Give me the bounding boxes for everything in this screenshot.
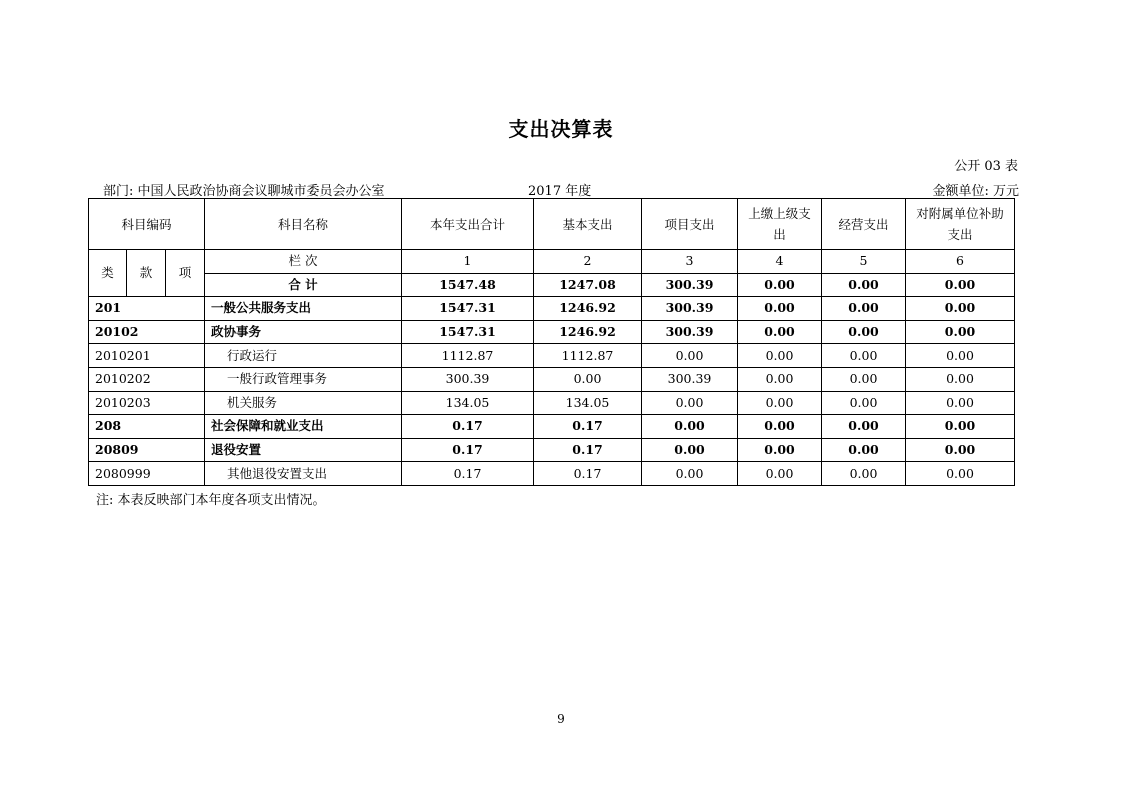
column-index-row (89, 250, 1015, 274)
table-row (89, 391, 1015, 415)
header-upper: 上缴上级支出 (738, 199, 822, 250)
table-row (89, 320, 1015, 344)
amount-cell: 300.39 (642, 297, 738, 321)
header-lei: 类 (89, 250, 127, 297)
amount-cell: 0.00 (822, 367, 906, 391)
subject-code: 20809 (89, 438, 205, 462)
subject-name: 其他退役安置支出 (205, 462, 402, 486)
amount-cell: 0.00 (906, 367, 1015, 391)
column-index-label: 栏 次 (205, 250, 402, 274)
amount-cell: 1547.31 (402, 320, 534, 344)
department-label: 部门: 中国人民政治协商会议聊城市委员会办公室 (103, 184, 385, 199)
header-project: 项目支出 (642, 199, 738, 250)
total-value: 1247.08 (534, 273, 642, 297)
amount-cell: 1547.31 (402, 297, 534, 321)
amount-cell: 0.00 (738, 320, 822, 344)
table-row (89, 344, 1015, 368)
subject-code: 2010203 (89, 391, 205, 415)
amount-cell: 0.00 (738, 462, 822, 486)
total-value: 300.39 (642, 273, 738, 297)
header-total: 本年支出合计 (402, 199, 534, 250)
amount-cell: 0.00 (738, 297, 822, 321)
total-value: 0.00 (738, 273, 822, 297)
subject-name: 退役安置 (205, 438, 402, 462)
amount-cell: 0.00 (642, 462, 738, 486)
amount-cell: 0.00 (642, 415, 738, 439)
page-title: 支出决算表 (508, 117, 614, 141)
amount-cell: 0.00 (822, 462, 906, 486)
column-index-6: 6 (906, 250, 1015, 274)
amount-cell: 0.00 (906, 297, 1015, 321)
amount-cell: 0.00 (822, 344, 906, 368)
header-row (89, 199, 1015, 250)
amount-cell: 0.00 (822, 320, 906, 344)
total-value: 1547.48 (402, 273, 534, 297)
subject-code: 2010202 (89, 367, 205, 391)
amount-cell: 0.00 (906, 415, 1015, 439)
header-kuan: 款 (127, 250, 166, 297)
subject-code: 208 (89, 415, 205, 439)
amount-cell: 0.00 (738, 367, 822, 391)
amount-cell: 0.00 (822, 391, 906, 415)
amount-unit: 金额单位: 万元 (932, 184, 1019, 199)
amount-cell: 0.17 (534, 415, 642, 439)
amount-cell: 0.00 (738, 391, 822, 415)
amount-cell: 0.17 (402, 462, 534, 486)
amount-cell: 1246.92 (534, 297, 642, 321)
table-row (89, 367, 1015, 391)
table-row (89, 438, 1015, 462)
column-index-5: 5 (822, 250, 906, 274)
total-value: 0.00 (822, 273, 906, 297)
amount-cell: 300.39 (642, 320, 738, 344)
amount-cell: 0.00 (738, 415, 822, 439)
subject-code: 2010201 (89, 344, 205, 368)
amount-cell: 0.00 (822, 438, 906, 462)
amount-cell: 0.17 (534, 438, 642, 462)
amount-cell: 0.17 (534, 462, 642, 486)
header-xiang: 项 (166, 250, 205, 297)
subject-name: 行政运行 (205, 344, 402, 368)
amount-cell: 0.00 (534, 367, 642, 391)
subject-name: 一般行政管理事务 (205, 367, 402, 391)
amount-cell: 0.17 (402, 438, 534, 462)
page-number: 9 (557, 712, 565, 726)
header-name: 科目名称 (205, 199, 402, 250)
total-label: 合 计 (205, 273, 402, 297)
amount-cell: 0.00 (738, 438, 822, 462)
header-subsidy: 对附属单位补助支出 (906, 199, 1015, 250)
amount-cell: 0.00 (822, 415, 906, 439)
amount-cell: 0.00 (906, 391, 1015, 415)
table-row (89, 415, 1015, 439)
amount-cell: 1112.87 (534, 344, 642, 368)
table-row (89, 297, 1015, 321)
column-index-2: 2 (534, 250, 642, 274)
amount-cell: 134.05 (534, 391, 642, 415)
form-number: 公开 03 表 (954, 159, 1018, 174)
fiscal-year: 2017 年度 (528, 184, 592, 199)
expenditure-table (88, 198, 1015, 486)
amount-cell: 0.00 (642, 391, 738, 415)
amount-cell: 0.00 (642, 344, 738, 368)
column-index-3: 3 (642, 250, 738, 274)
amount-cell: 0.00 (822, 297, 906, 321)
amount-cell: 300.39 (402, 367, 534, 391)
column-index-1: 1 (402, 250, 534, 274)
amount-cell: 0.00 (906, 438, 1015, 462)
subject-name: 社会保障和就业支出 (205, 415, 402, 439)
amount-cell: 0.00 (738, 344, 822, 368)
amount-cell: 0.00 (906, 320, 1015, 344)
amount-cell: 0.00 (642, 438, 738, 462)
amount-cell: 1112.87 (402, 344, 534, 368)
amount-cell: 0.17 (402, 415, 534, 439)
total-value: 0.00 (906, 273, 1015, 297)
header-basic: 基本支出 (534, 199, 642, 250)
amount-cell: 0.00 (906, 462, 1015, 486)
header-business: 经营支出 (822, 199, 906, 250)
header-code: 科目编码 (89, 199, 205, 250)
subject-code: 20102 (89, 320, 205, 344)
subject-name: 一般公共服务支出 (205, 297, 402, 321)
amount-cell: 300.39 (642, 367, 738, 391)
subject-name: 机关服务 (205, 391, 402, 415)
total-row (89, 273, 1015, 297)
subject-code: 201 (89, 297, 205, 321)
subject-code: 2080999 (89, 462, 205, 486)
amount-cell: 134.05 (402, 391, 534, 415)
amount-cell: 1246.92 (534, 320, 642, 344)
table-note: 注: 本表反映部门本年度各项支出情况。 (96, 493, 326, 508)
meta-row (103, 180, 1019, 198)
amount-cell: 0.00 (906, 344, 1015, 368)
subject-name: 政协事务 (205, 320, 402, 344)
table-row (89, 462, 1015, 486)
column-index-4: 4 (738, 250, 822, 274)
